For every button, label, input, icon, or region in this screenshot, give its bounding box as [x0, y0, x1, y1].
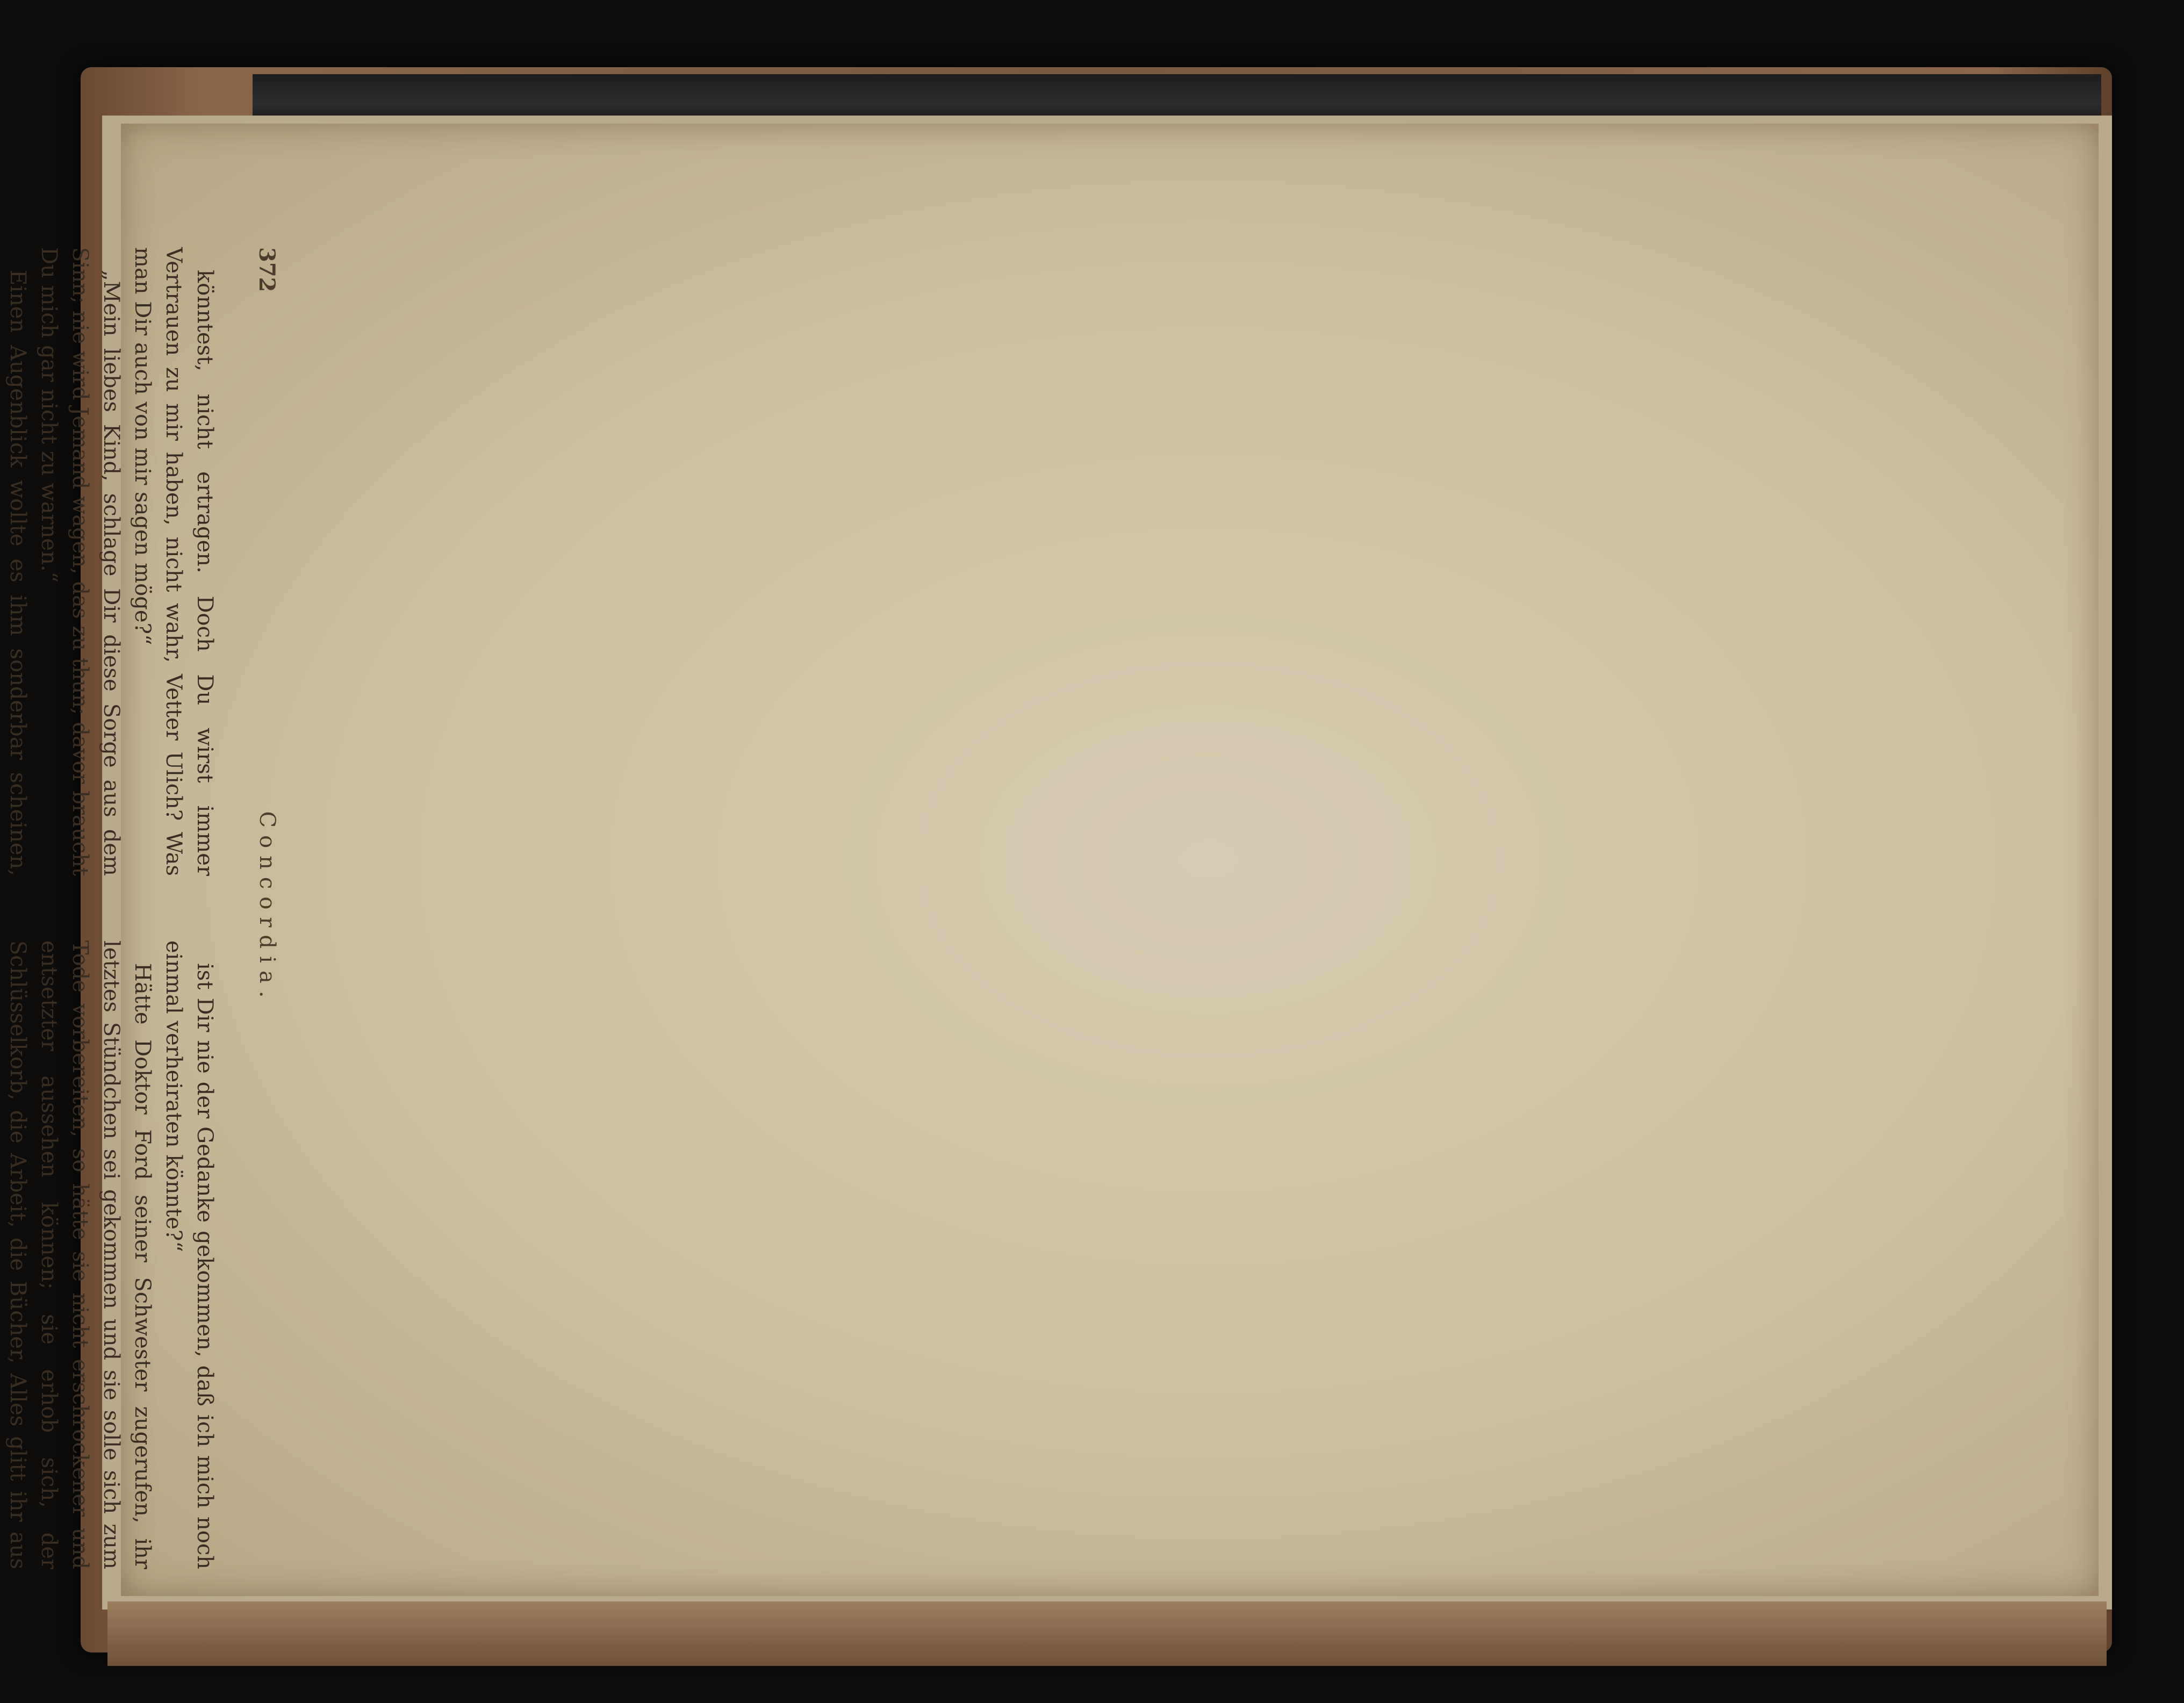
right-column	[0, 940, 220, 1569]
cover-bottom-edge	[107, 1601, 2107, 1666]
left-column	[0, 247, 220, 876]
rotated-page-content	[0, 247, 285, 1569]
running-title: Concordia.	[255, 811, 279, 1005]
page-number: 372	[254, 247, 279, 292]
paragraph: Einen Augenblick wollte es ihm sonderbar scheinen,	[5, 270, 30, 876]
page-text-area	[0, 247, 285, 1569]
paragraph: könntest, nicht ertragen. Doch Du wirst immer Vertrauen zu mir haben, nicht wahr, Vetter Ulich? Was man Dir auch von mir sagen möge?“	[130, 247, 217, 876]
paragraph: „Mein liebes Kind, schlage Dir diese Sorge aus dem Sinn; nie wird Jemand wagen, das zu thun; davor braucht Du mich gar nicht zu warnen.“	[37, 247, 124, 876]
paragraph: Hätte Doktor Ford seiner Schwester zugerufen, ihr letztes Stündchen sei gekommen und sie solle sich zum Tode vorbereiten, so hätte sie nicht erschrockener und entsetzter aussehen können; sie erhob sich, der Schlüsselkorb, die Arbeit, die Bücher, Alles glitt ihr aus	[5, 940, 155, 1569]
book-page	[5, 124, 2099, 1596]
paragraph: ist Dir nie der Gedanke gekommen, daß ich mich noch einmal verheiraten könnte?“	[161, 940, 217, 1569]
page-header	[242, 247, 285, 1569]
